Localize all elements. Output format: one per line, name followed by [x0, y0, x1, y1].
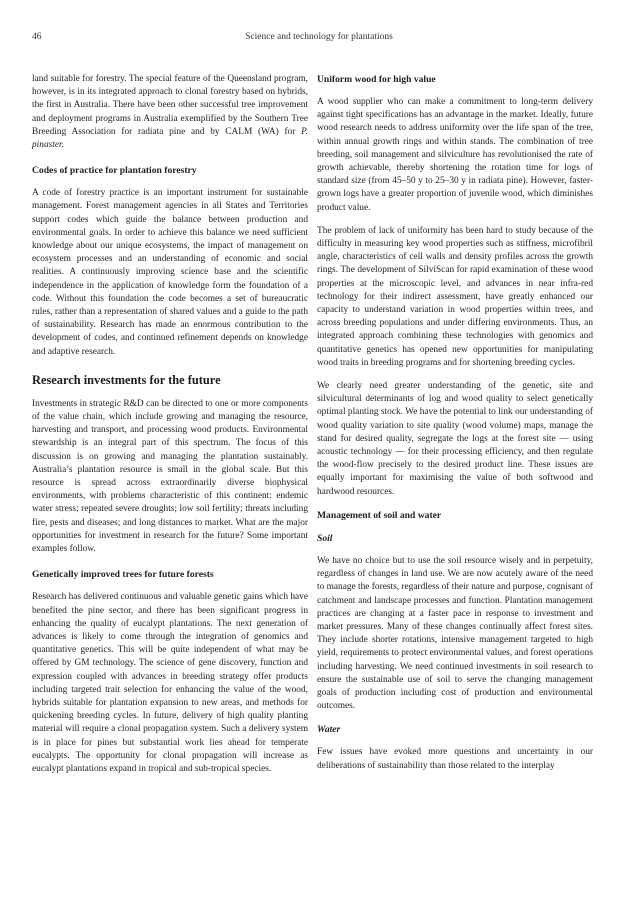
page-header: [32, 32, 606, 48]
uniform-wood-heading: Uniform wood for high value: [317, 74, 436, 85]
codes-heading: Codes of practice for plantation forestry: [32, 165, 197, 177]
soil-water-heading: Management of soil and water: [317, 509, 442, 521]
genetic-heading: Genetically improved trees for future forests: [32, 569, 214, 581]
codes-paragraph: A code of forestry practice is an important instrument for sustainable management. Forest management agencies in all States and Territories support codes which guide the balance between production and environmental goals. In order to achieve this balance we need sufficient knowledge about our unique ecosystems, the impact of management on ecosystem processes and an understanding of economic and social realities. A continuously improving science base and the scientific independence in the application of knowledge form the foundation of a code. Without this foundation the code becomes a set of bureaucratic rules, rather than a representation of shared values and a guide to the path of sustainability. Research has made an enormous contribution to the development of codes, and continued refinement depends on knowledge and adaptive research.: [32, 188, 308, 357]
page-number: 46: [32, 32, 42, 42]
left-column: [32, 73, 308, 786]
uniform-paragraph-1: A wood supplier who can make a commitment to long-term delivery against tight specifications has an advantage in the market. Ideally, future wood research needs to address uniformity over the life span of the tree, within annual growth rings and within stands. The combination of tree breeding, soil management and silviculture has revolutionised the rate of growth achievable, thereby shortening the rotation time for logs of standard size (from 45–50 y to 25–30 y in radiata pine). However, faster-grown logs have a greater proportion of juvenile wood, which diminishes product value.: [317, 97, 593, 213]
intro-text: land suitable for forestry. The special feature of the Queensland program, however, is in its integrated approach to clonal forestry based on hybrids, the first in Australia. There have been other successful tree improvement and deployment programs in Australia exemplified by the Southern Tree Breeding Association for radiata pine and by CALM (WA) for: [32, 74, 308, 137]
genetic-paragraph: Research has delivered continuous and valuable genetic gains which have benefited the pine sector, and there has been significant progress in enhancing the quality of eucalypt plantations. The next generation of advances is likely to come through the integration of genomics and quantitative genetics. This will be quite independent of what may be offered by GM technology. The science of gene discovery, function and expression coupled with advances in breeding strategy offer products including targeted trait selection for enhancing the value of the wood, hybrids suitable for plantation expansion to new areas, and methods for quickening breeding cycles. In future, delivery of high quality planting material will require a clonal propagation system. Such a delivery system is in place for pines but substantial work lies ahead for temperate eucalypts. The opportunity for clonal propagation will increase as eucalypt plantations expand in tropical and sub-tropical species.: [32, 592, 308, 774]
running-title: Science and technology for plantations: [245, 32, 393, 42]
investments-paragraph: Investments in strategic R&D can be directed to one or more components of the value chain, which include growing and managing the resource, harvesting and transport, and processing wood products. Environmental stewardship is an integral part of this spectrum. The focus of this discussion is on growing and managing the plantation sustainably. Australia’s plantation resource is small in the global scale. But this resource is spread across extraordinarily diverse biophysical environments, with problems characteristic of this continent: endemic water stress; repeated severe droughts; low soil fertility; threats including fire, pests and diseases; and long distances to market. What are the major opportunities for investment in research for the future? Some important examples follow.: [32, 398, 308, 555]
uniform-paragraph-2: The problem of lack of uniformity has been hard to study because of the difficulty in measuring key wood properties such as stiffness, microfibril angle, characteristics of cell walls and density profiles across the growth rings. The development of SilviScan for rapid examination of these wood properties at the microscopic level, and advances in near infra-red technology for their indirect assessment, have greatly enhanced our capacity to understand variation in wood properties within trees, and across breeding populations and under differing environments. Thus, an integrated approach combining these technologies with genomics and quantitative genetics has opened new opportunities for manipulating wood traits in breeding programs and for shortening breeding cycles.: [317, 225, 593, 368]
water-subheading: Water: [317, 724, 341, 736]
soil-paragraph: We have no choice but to use the soil resource wisely and in perpetuity, regardless of changes in land use. We are now acutely aware of the need to manage the forests, regardless of their nature and purpose, cognisant of catchment and landscape processes and function. Plantation management practices are changing at a faster pace in response to investment and market pressures. Many of these changes continually affect forest sites. They include shorter rotations, intensive management targeted to high yield, requirements to protect environmental values, and forest operations including harvesting. We need continued investments in soil research to ensure the sustainable use of soil to serve the changing management goals of production including cost of production and environmental outcomes.: [317, 555, 593, 712]
species-name: P. pinaster.: [32, 126, 308, 151]
intro-paragraph: [32, 73, 308, 152]
uniform-paragraph-3: We clearly need greater understanding of the genetic, site and silvicultural determinants of log and wood quality to select genetically optimal planting stock. We have the potential to link our understanding of wood quality variation to site quality (wood volume) maps, manage the stand for desired quality, segregate the logs at the forest site — using acoustic technology — for their processing efficiency, and then regulate the wood-flow precisely to the desired product line. These issues are equally important for maximising the value of both softwood and hardwood resources.: [317, 381, 593, 497]
research-investments-heading: Research investments for the future: [32, 372, 221, 387]
soil-subheading: Soil: [317, 532, 333, 544]
water-paragraph: Few issues have evoked more questions and uncertainty in our deliberations of sustainability than those related to the interplay: [317, 747, 593, 771]
right-column: [317, 73, 593, 783]
